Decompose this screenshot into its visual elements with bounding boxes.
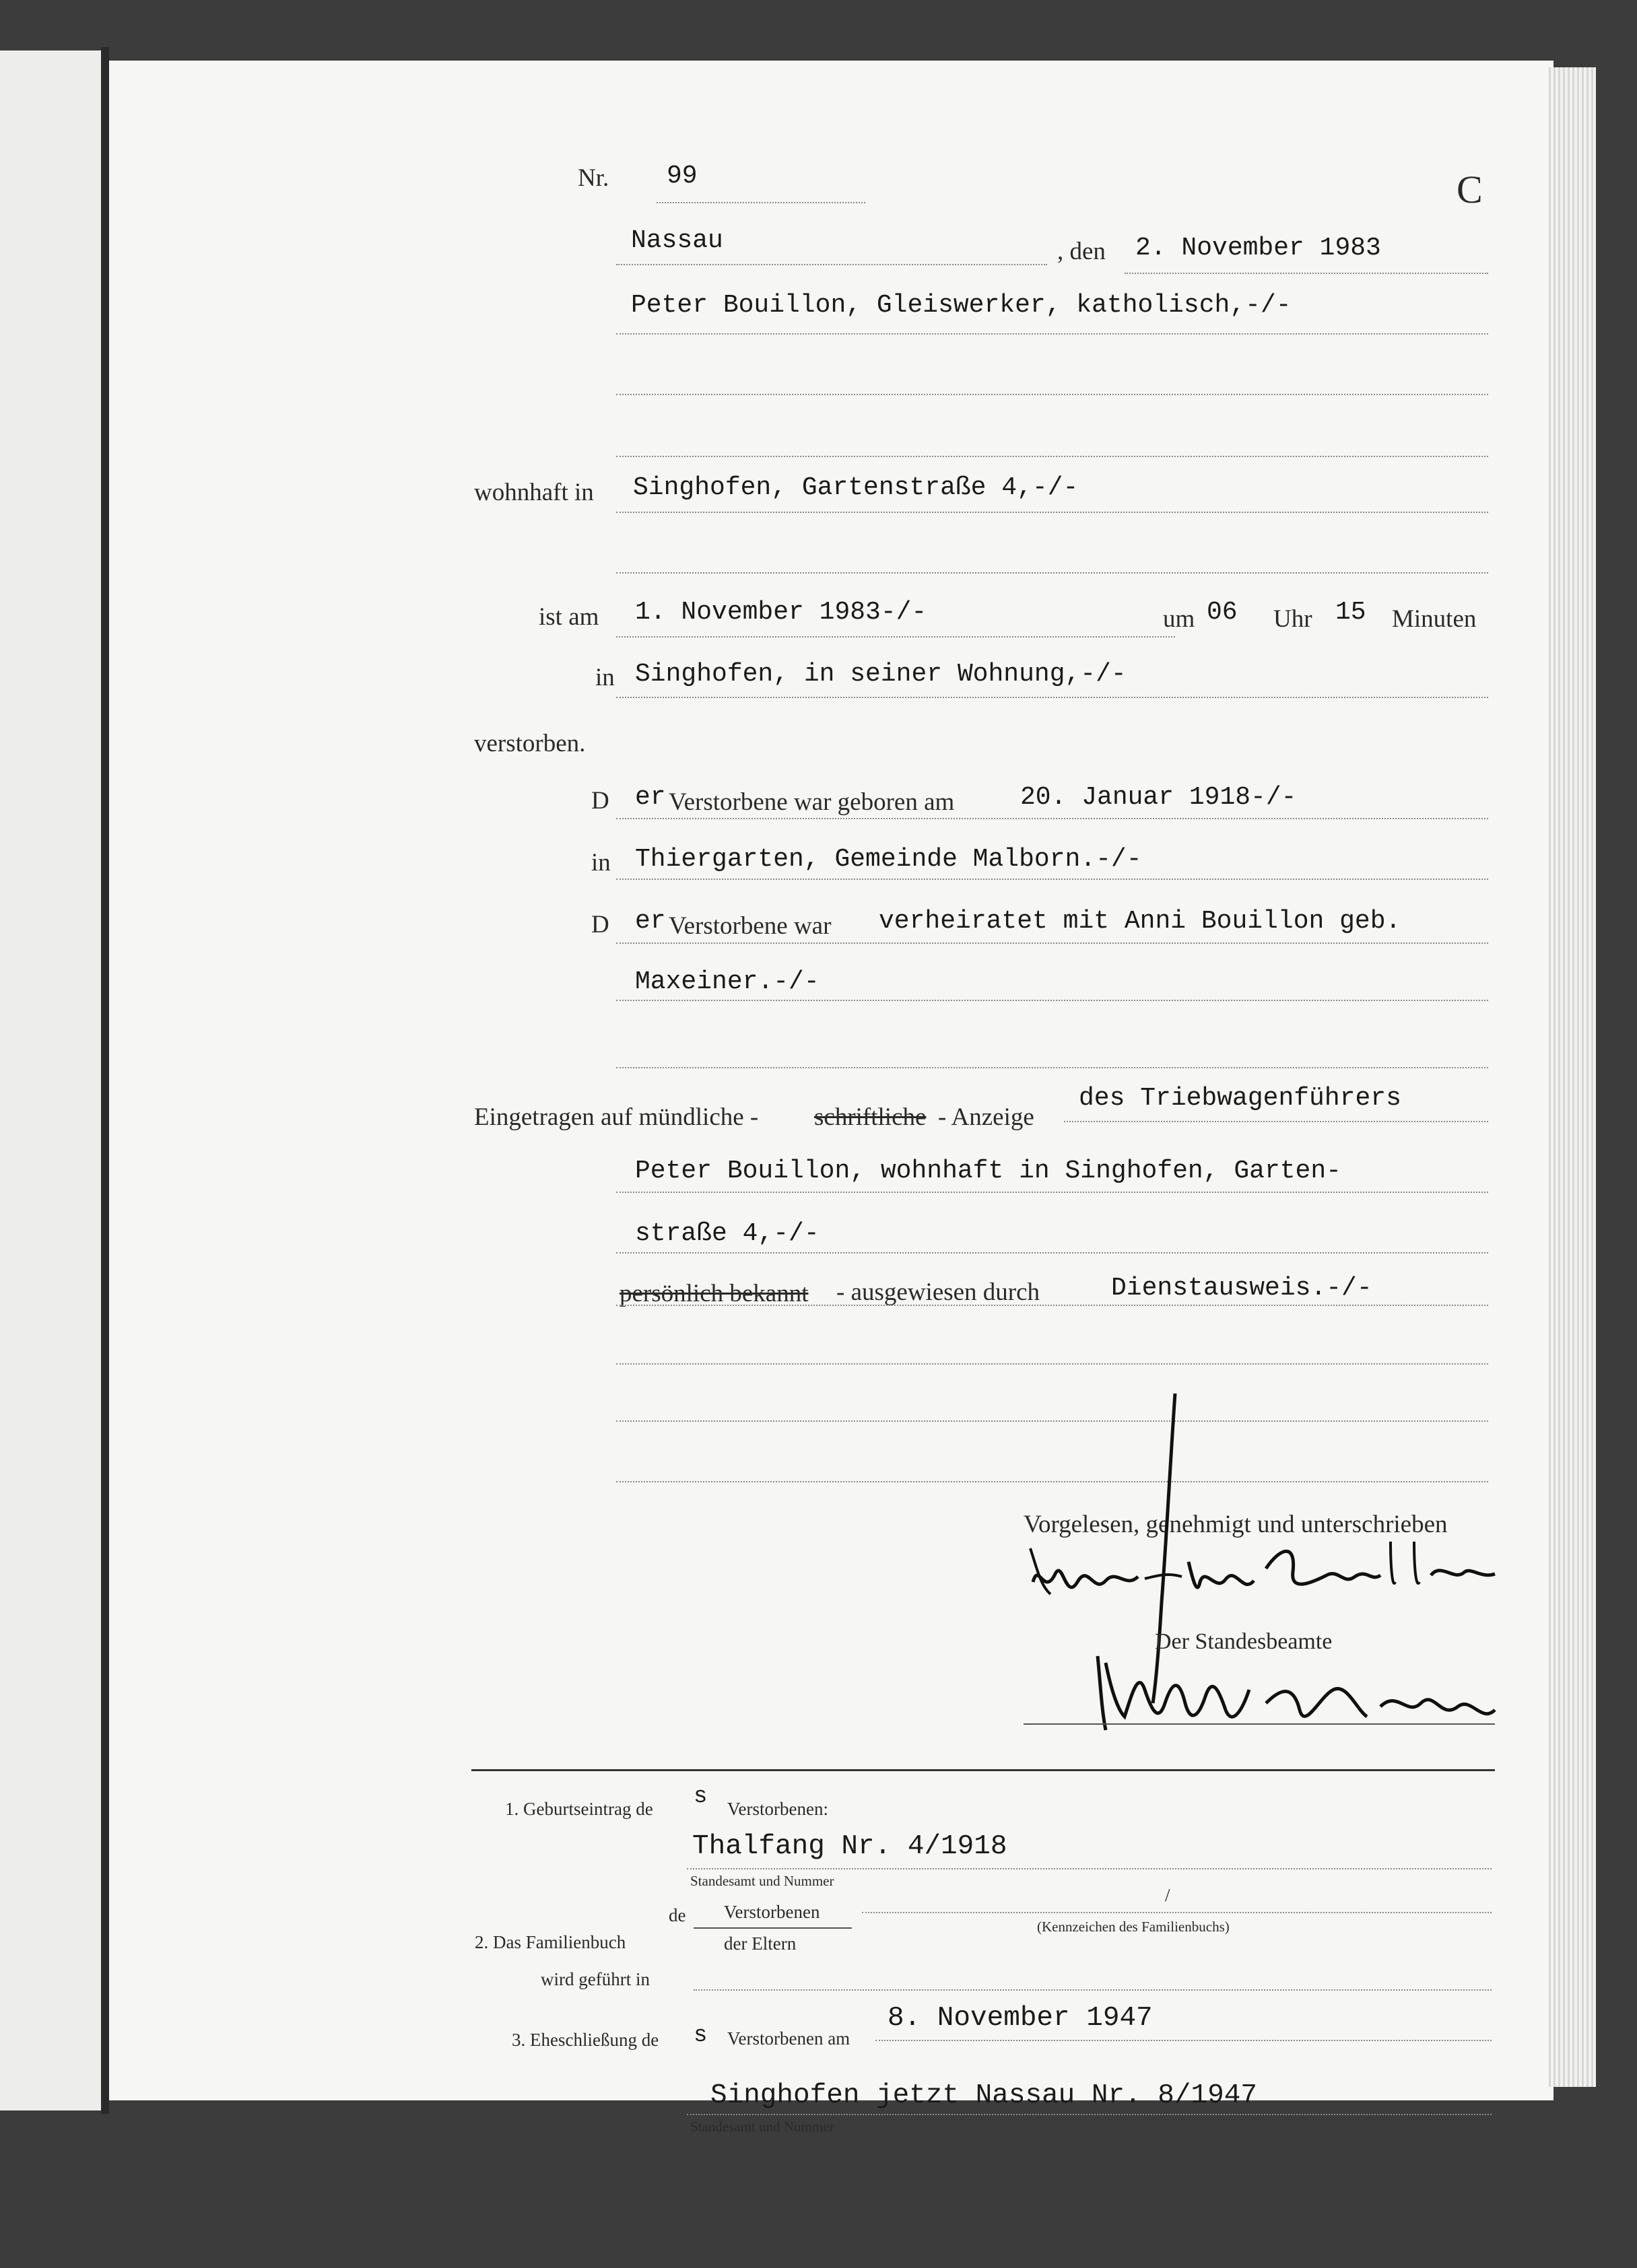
marital-line-2	[616, 1000, 1488, 1001]
informant-line1: des Triebwagenführers	[1079, 1084, 1401, 1113]
blank-line-3	[616, 572, 1488, 574]
footnote2-fraction-line	[694, 1927, 852, 1929]
page-edges	[1549, 67, 1596, 2087]
footnote2-label: 2. Das Familienbuch	[475, 1932, 626, 1952]
death-hour: 06	[1207, 598, 1238, 627]
footnote1-value: Thalfang Nr. 4/1918	[692, 1831, 1007, 1862]
id-label: - ausgewiesen durch	[836, 1278, 1040, 1306]
death-minute: 15	[1335, 598, 1366, 627]
nr-value: 99	[667, 162, 698, 191]
death-place-value: Singhofen, in seiner Wohnung,-/-	[635, 660, 1127, 689]
footnote3-date-line	[875, 2040, 1492, 2041]
date-line	[1125, 273, 1488, 274]
register-page	[109, 61, 1554, 2100]
read-approved-label: Vorgelesen, genehmigt und unterschrieben	[1024, 1511, 1448, 1538]
nr-line	[657, 202, 865, 203]
footnote3-label-a: 3. Eheschließung de	[512, 2030, 659, 2050]
footnote1-label-b: Verstorbenen:	[727, 1799, 828, 1819]
footnote-separator	[471, 1769, 1495, 1771]
death-date-value: 1. November 1983-/-	[635, 598, 927, 627]
informant-line-2	[616, 1192, 1488, 1193]
footnote2-slash: /	[1165, 1885, 1170, 1905]
birth-date: 20. Januar 1918-/-	[1020, 783, 1297, 812]
minuten-label: Minuten	[1392, 605, 1477, 633]
marital-status-line2: Maxeiner.-/-	[635, 967, 820, 996]
blank-line-2	[616, 456, 1488, 457]
death-date-line	[616, 636, 1175, 638]
footnote3-line	[687, 2114, 1492, 2115]
register-letter: C	[1457, 168, 1483, 211]
id-line	[616, 1305, 1488, 1306]
blank-line-1	[616, 394, 1488, 395]
footnote1-line	[687, 1868, 1492, 1869]
footnote3-label-b: Verstorbenen am	[727, 2028, 850, 2049]
footnote1-suffix: s	[694, 1784, 708, 1810]
informant-line-3	[616, 1252, 1488, 1253]
footnote2-de: de	[669, 1905, 686, 1925]
registration-label-start: Eingetragen auf mündliche -	[474, 1103, 759, 1131]
uhr-label: Uhr	[1273, 605, 1312, 633]
footnote2-option-verstorbenen: Verstorbenen	[724, 1902, 820, 1922]
footnote3-date: 8. November 1947	[888, 2003, 1153, 2034]
id-struck-option: persönlich bekannt	[620, 1280, 809, 1307]
name-dotted-line	[616, 333, 1488, 335]
left-page	[0, 50, 102, 2110]
informant-line-1	[1064, 1121, 1488, 1122]
footnote3-value: Singhofen jetzt Nassau Nr. 8/1947	[710, 2080, 1257, 2111]
blank-line-4	[616, 1067, 1488, 1068]
nr-label: Nr.	[578, 164, 609, 192]
footnote2-place-line	[694, 1989, 1492, 1991]
informant-line2: Peter Bouillon, wohnhaft in Singhofen, Garten-	[635, 1157, 1341, 1185]
footnote3-suffix: s	[694, 2023, 708, 2049]
residence-label: wohnhaft in	[474, 479, 594, 506]
footnote1-label-a: 1. Geburtseintrag de	[505, 1799, 653, 1819]
footnote3-caption: Standesamt und Nummer	[690, 2119, 834, 2135]
registrar-label: Der Standesbeamte	[1155, 1629, 1333, 1654]
registrar-signature-line	[1024, 1723, 1495, 1725]
place-value: Nassau	[631, 226, 723, 255]
id-value: Dienstausweis.-/-	[1111, 1274, 1372, 1303]
birth-date-line	[616, 818, 1488, 819]
marital-status-line1: verheiratet mit Anni Bouillon geb.	[879, 907, 1401, 936]
blank-line-5	[616, 1363, 1488, 1365]
marital-gender-suffix: er	[635, 907, 666, 936]
marital-prefix: D	[591, 911, 609, 938]
registrar-signature-image	[1091, 1643, 1508, 1737]
verstorben-label: verstorben.	[474, 730, 586, 757]
date-value: 2. November 1983	[1135, 234, 1381, 263]
birth-place-line	[616, 879, 1488, 880]
birth-prefix: D	[591, 787, 609, 815]
death-place-line	[616, 697, 1488, 698]
footnote1-caption: Standesamt und Nummer	[690, 1873, 834, 1889]
death-date-label: ist am	[539, 603, 599, 631]
footnote2-caption: (Kennzeichen des Familienbuchs)	[1037, 1919, 1230, 1935]
birth-place-label: in	[591, 849, 611, 877]
death-place-label: in	[595, 664, 615, 691]
book-spine	[101, 47, 109, 2114]
name-line: Peter Bouillon, Gleiswerker, katholisch,-/-	[631, 291, 1292, 320]
registration-label-end: - Anzeige	[938, 1103, 1034, 1131]
um-label: um	[1163, 605, 1195, 633]
marital-label: Verstorbene war	[669, 912, 832, 940]
footnote2-option-eltern: der Eltern	[724, 1933, 797, 1954]
marital-line-1	[616, 942, 1488, 944]
footnote2-label2: wird geführt in	[541, 1969, 650, 1989]
residence-value: Singhofen, Gartenstraße 4,-/-	[633, 473, 1079, 502]
residence-line	[616, 512, 1488, 513]
footnote2-line	[862, 1912, 1492, 1913]
place-line	[616, 264, 1047, 265]
registration-struck-option: schriftliche	[814, 1103, 927, 1131]
den-label: , den	[1057, 238, 1106, 265]
birth-gender-suffix: er	[635, 783, 666, 812]
informant-line3: straße 4,-/-	[635, 1219, 820, 1248]
birth-label: Verstorbene war geboren am	[669, 788, 955, 816]
birth-place: Thiergarten, Gemeinde Malborn.-/-	[635, 845, 1142, 874]
